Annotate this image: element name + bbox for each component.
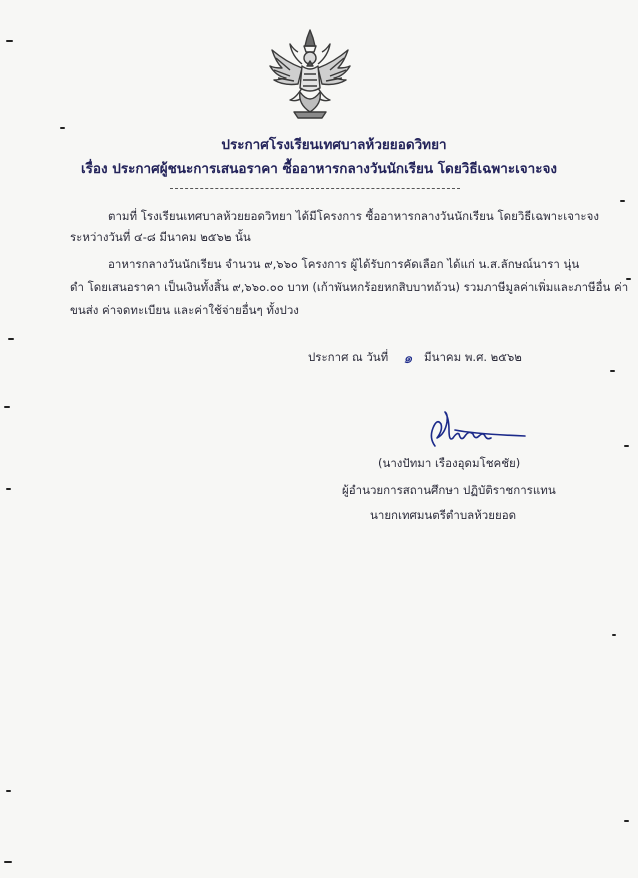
scan-speck: [4, 861, 12, 863]
scan-speck: [8, 338, 14, 340]
scan-speck: [612, 634, 616, 636]
signatory-position-2: นายกเทศมนตรีตำบลห้วยยอด: [370, 508, 517, 522]
scan-speck: [624, 820, 629, 822]
paragraph-1-line-1: ตามที่ โรงเรียนเทศบาลห้วยยอดวิทยา ได้มีโครงการ ซื้ออาหารกลางวันนักเรียน โดยวิธีเฉพาะเจาะจง: [108, 209, 599, 223]
announcement-month-year: มีนาคม พ.ศ. ๒๕๖๒: [424, 350, 522, 364]
scan-speck: [6, 40, 13, 42]
announcement-date-prefix: ประกาศ ณ วันที่: [308, 350, 389, 364]
announcement-title: ประกาศโรงเรียนเทศบาลห้วยยอดวิทยา: [221, 137, 447, 153]
divider-line: [170, 188, 460, 189]
announcement-subject: เรื่อง ประกาศผู้ชนะการเสนอราคา ซื้ออาหารกลางวันนักเรียน โดยวิธีเฉพาะเจาะจง: [81, 161, 557, 177]
scan-speck: [624, 445, 629, 447]
scan-speck: [610, 370, 615, 372]
scan-speck: [4, 406, 10, 408]
signatory-name: (นางปัทมา เรืองอุดมโชคชัย): [378, 456, 521, 470]
paragraph-1-line-2: ระหว่างวันที่ ๔-๘ มีนาคม ๒๕๖๒ นั้น: [70, 230, 251, 244]
scan-speck: [620, 200, 625, 202]
garuda-emblem-icon: [268, 28, 352, 120]
scan-speck: [6, 790, 11, 792]
paragraph-2-line-2: ดำ โดยเสนอราคา เป็นเงินทั้งสิ้น ๙,๖๖๐.๐๐ บาท (เก้าพันหกร้อยหกสิบบาทถ้วน) รวมภาษีมูลค่าเพิ่มและภาษีอื่น ค่า: [70, 280, 629, 294]
signatory-position-1: ผู้อำนวยการสถานศึกษา ปฏิบัติราชการแทน: [342, 483, 556, 497]
scan-speck: [626, 278, 631, 280]
paragraph-2-line-1: อาหารกลางวันนักเรียน จำนวน ๙,๖๖๐ โครงการ ผู้ได้รับการคัดเลือก ได้แก่ น.ส.ลักษณ์นารา นุ่น: [108, 257, 580, 271]
scan-speck: [60, 127, 65, 129]
scan-speck: [6, 488, 11, 490]
announcement-day: ๑: [403, 349, 413, 367]
handwritten-signature: [415, 408, 527, 452]
paragraph-2-line-3: ขนส่ง ค่าจดทะเบียน และค่าใช้จ่ายอื่นๆ ทั้งปวง: [70, 303, 299, 317]
